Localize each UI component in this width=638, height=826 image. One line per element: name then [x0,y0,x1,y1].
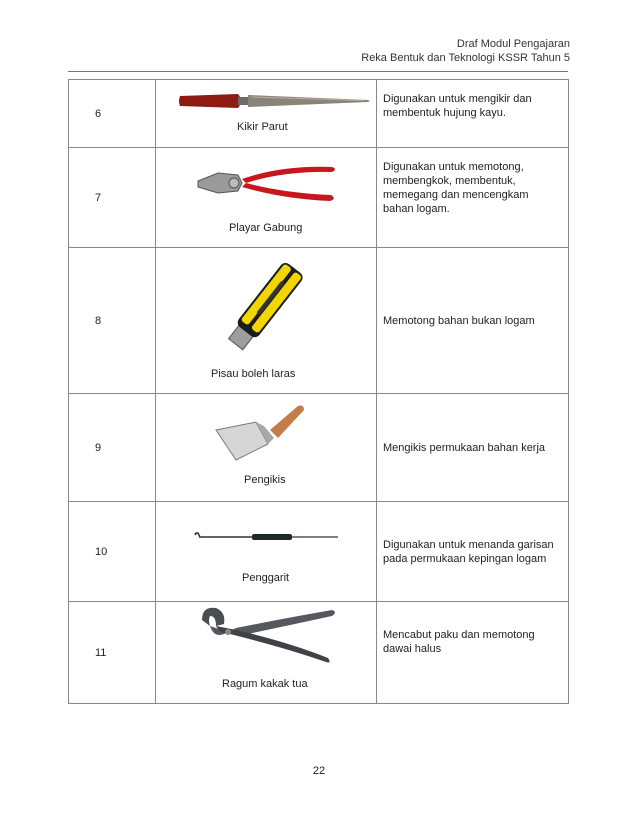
tool-name: Pisau boleh laras [211,368,296,380]
tool-name: Kikir Parut [237,121,288,133]
cutter-knife-icon [216,257,316,357]
page-number: 22 [312,765,326,777]
tool-description: Mengikis permukaan bahan kerja [377,394,569,502]
tool-description: Digunakan untuk memotong, membengkok, membentuk, memegang dan mencengkam bahan logam. [377,148,569,248]
tool-description: Digunakan untuk mengikir dan membentuk hujung kayu. [377,80,569,148]
tool-picture-cell [156,148,377,248]
tool-picture-cell [156,602,377,704]
header-divider [68,71,568,72]
row-number: 7 [69,148,156,248]
tool-name: Pengikis [244,474,286,486]
row-number: 10 [69,502,156,602]
tool-picture-cell [156,502,377,602]
tools-table [68,79,569,704]
table-row [69,80,569,148]
header-subject-title: Reka Bentuk dan Teknologi KSSR Tahun 5 [361,52,570,64]
tool-name: Ragum kakak tua [222,678,308,690]
row-number: 8 [69,248,156,394]
scriber-icon [192,527,342,547]
tool-picture-cell [156,394,377,502]
tool-description: Mencabut paku dan memotong dawai halus [377,602,569,704]
table-row [69,248,569,394]
tool-picture-cell [156,248,377,394]
tool-picture-cell [156,80,377,148]
combination-pliers-icon [192,159,342,209]
header-module-title: Draf Modul Pengajaran [456,38,570,50]
tool-description: Memotong bahan bukan logam [377,248,569,394]
scraper-icon [212,400,308,464]
file-rasp-icon [176,86,376,116]
pincers-icon [196,604,342,668]
row-number: 6 [69,80,156,148]
row-number: 11 [69,602,156,704]
table-row [69,394,569,502]
table-row [69,602,569,704]
row-number: 9 [69,394,156,502]
table-row [69,502,569,602]
table-row [69,148,569,248]
page-header [361,37,570,65]
tool-name: Penggarit [242,572,290,584]
tool-name: Playar Gabung [229,222,303,234]
tool-description: Digunakan untuk menanda garisan pada permukaan kepingan logam [377,502,569,602]
